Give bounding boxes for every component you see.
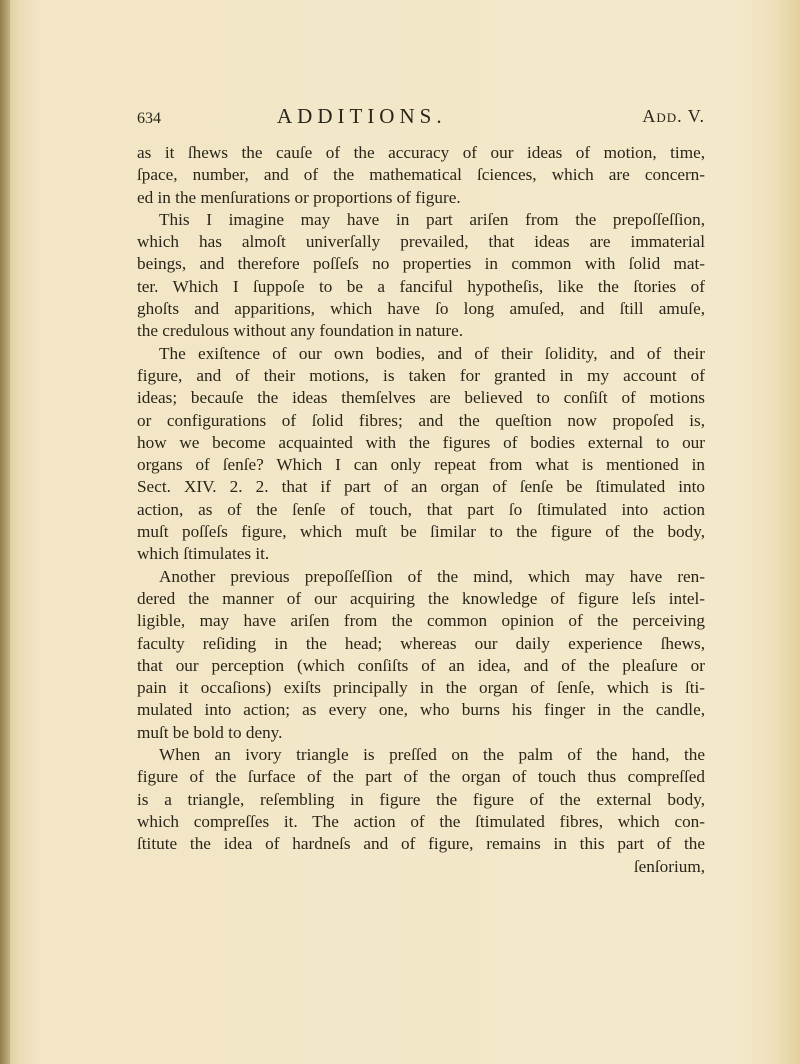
text-line: beings, and therefore poſſeſs no properties in common with ſolid mat- — [137, 254, 705, 274]
text-line: The exiſtence of our own bodies, and of their ſolidity, and of their — [159, 343, 705, 363]
page-spine-shadow — [0, 0, 10, 1064]
text-line: is a triangle, reſembling in figure the figure of the external body, — [137, 789, 705, 809]
header-section: Add. V. — [642, 106, 705, 126]
text-line: ed in the menſurations or proportions of figure. — [137, 187, 461, 207]
text-line: This I imagine may have in part ariſen from the prepoſſeſſion, — [159, 209, 705, 229]
text-line: that our perception (which conſiſts of an idea, and of the pleaſure or — [137, 655, 705, 675]
text-line: how we become acquainted with the figures of bodies external to our — [137, 432, 705, 452]
text-line: muſt poſſeſs figure, which muſt be ſimilar to the figure of the body, — [137, 522, 705, 542]
text-line: which has almoſt univerſally prevailed, that ideas are immaterial — [137, 232, 705, 252]
text-line: faculty reſiding in the head; whereas our daily experience ſhews, — [137, 633, 705, 653]
text-line: which ſtimulates it. — [137, 544, 270, 564]
text-line: ter. Which I ſuppoſe to be a fanciful hypotheſis, like the ſtories of — [137, 276, 705, 296]
text-line: Sect. XIV. 2. 2. that if part of an organ of ſenſe be ſtimulated into — [137, 477, 705, 497]
text-line: When an ivory triangle is preſſed on the palm of the hand, the — [159, 745, 705, 765]
running-header — [137, 104, 705, 134]
catchword: ſenſorium, — [633, 856, 705, 876]
header-title: ADDITIONS. — [277, 104, 447, 128]
text-line: organs of ſenſe? Which I can only repeat from what is mentioned in — [137, 455, 705, 475]
text-line: ghoſts and apparitions, which have ſo long amuſed, and ſtill amuſe, — [137, 299, 705, 319]
text-line: ſpace, number, and of the mathematical ſciences, which are concern- — [137, 165, 705, 185]
text-line: which compreſſes it. The action of the ſtimulated fibres, which con- — [137, 811, 705, 831]
text-line: the credulous without any foundation in nature. — [137, 321, 464, 341]
text-line: dered the manner of our acquiring the knowledge of figure leſs intel- — [137, 588, 705, 608]
text-line: mulated into action; as every one, who burns his finger in the candle, — [137, 700, 705, 720]
text-line: or configurations of ſolid fibres; and the queſtion now propoſed is, — [137, 410, 705, 430]
text-line: Another previous prepoſſeſſion of the mind, which may have ren- — [159, 566, 705, 586]
text-line: ſtitute the idea of hardneſs and of figure, remains in this part of the — [137, 834, 705, 854]
text-line: figure, and of their motions, is taken for granted in my account of — [137, 365, 705, 385]
text-line: ligible, may have ariſen from the common opinion of the perceiving — [137, 611, 705, 631]
body-text — [137, 142, 705, 878]
text-line: as it ſhews the cauſe of the accuracy of our ideas of motion, time, — [137, 143, 705, 162]
text-line: action, as of the ſenſe of touch, that part ſo ſtimulated into action — [137, 499, 705, 519]
text-line: pain it occaſions) exiſts principally in the organ of ſenſe, which is ſti- — [137, 678, 705, 698]
text-line: figure of the ſurface of the part of the organ of touch thus compreſſed — [137, 767, 705, 787]
page-number: 634 — [137, 110, 161, 127]
text-line: ideas; becauſe the ideas themſelves are believed to conſiſt of motions — [137, 388, 705, 408]
text-line: muſt be bold to deny. — [137, 722, 283, 742]
